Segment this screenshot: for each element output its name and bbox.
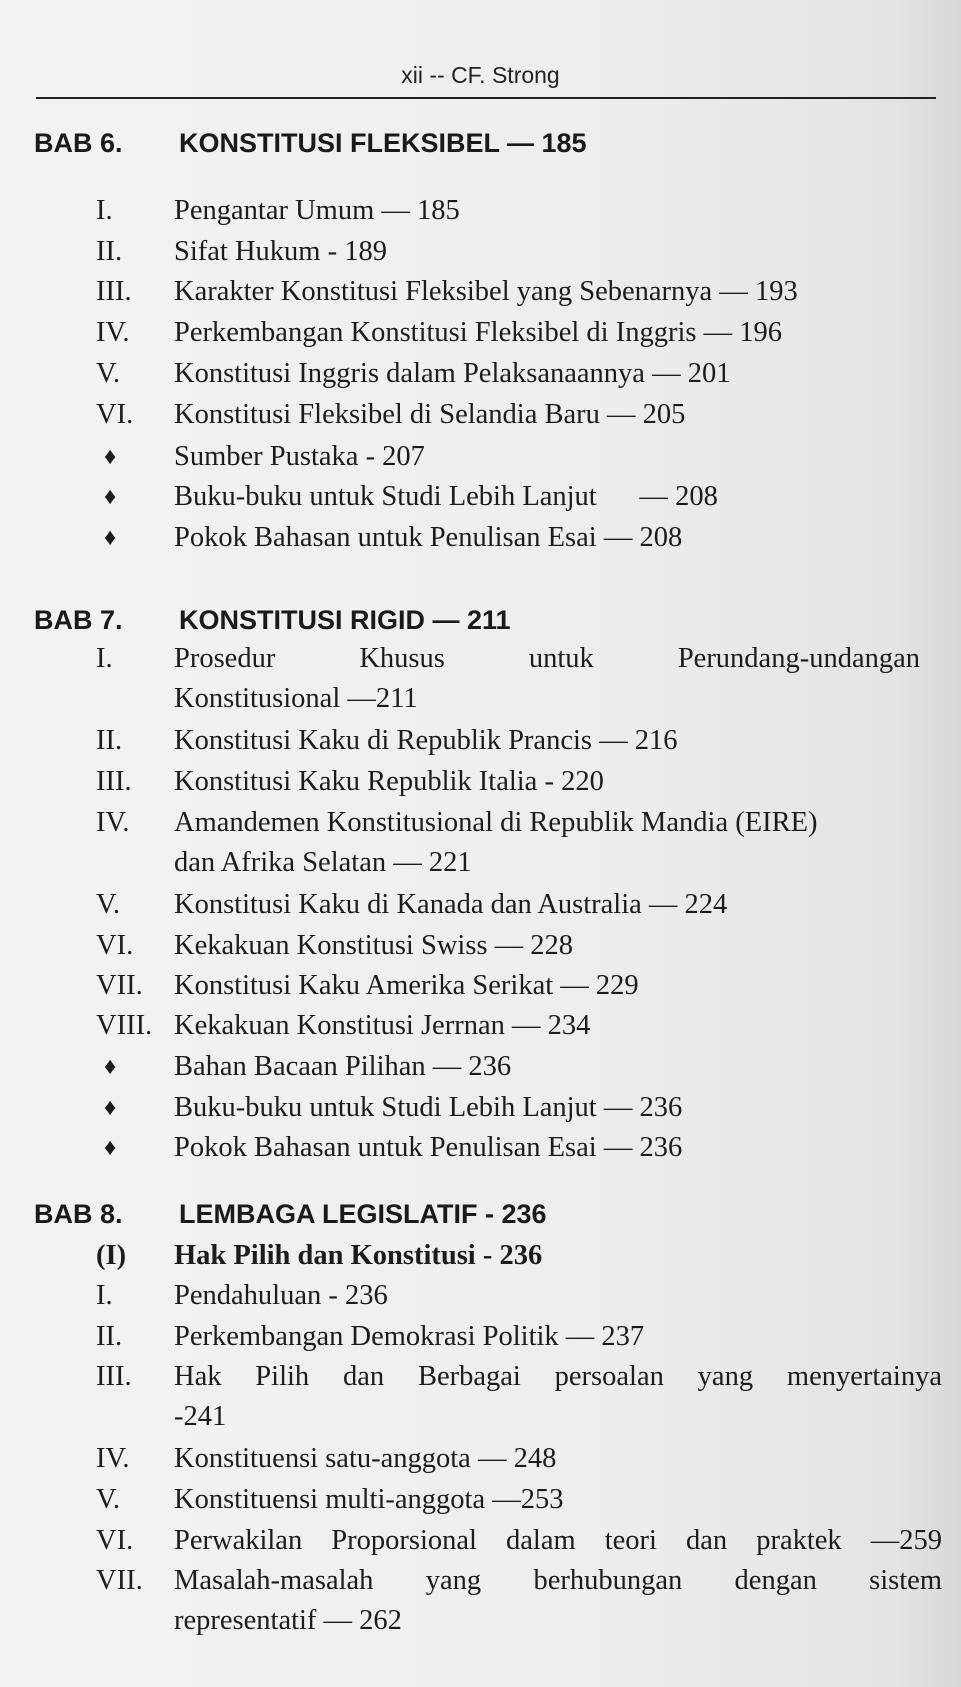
entry-text: Konstituensi multi-anggota —253	[174, 1484, 564, 1515]
entry-marker: V.	[96, 1484, 121, 1515]
entry-marker: III.	[96, 1361, 132, 1392]
entry-text: Konstitusi Kaku Republik Italia - 220	[174, 766, 604, 797]
entry-text: Buku-buku untuk Studi Lebih Lanjut — 208	[174, 481, 718, 512]
entry-text: Pokok Bahasan untuk Penulisan Esai — 208	[174, 522, 683, 553]
entry-text: Bahan Bacaan Pilihan — 236	[174, 1051, 512, 1082]
chapter-heading	[34, 1199, 547, 1230]
entry-continuation: representatif — 262	[174, 1605, 402, 1636]
diamond-bullet-icon: ♦	[104, 1054, 117, 1080]
entry-text: Pengantar Umum — 185	[174, 195, 460, 226]
entry-text: Perkembangan Konstitusi Fleksibel di Inggris — 196	[174, 317, 782, 348]
entry-continuation: Konstitusional —211	[174, 683, 418, 714]
chapter-number: BAB 7.	[34, 605, 123, 635]
entry-marker: (I)	[96, 1240, 127, 1271]
entry-text: Hak Pilih dan Berbagai persoalan yang menyertainya	[174, 1361, 942, 1392]
entry-text: Konstitusi Kaku Amerika Serikat — 229	[174, 970, 639, 1001]
entry-text: Kekakuan Konstitusi Jerrnan — 234	[174, 1010, 591, 1041]
entry-text: Konstitusi Kaku di Republik Prancis — 216	[174, 725, 678, 756]
entry-text: Amandemen Konstitusional di Republik Mandia (EIRE)	[174, 807, 818, 838]
entry-marker: I.	[96, 195, 113, 226]
entry-text: Konstitusi Kaku di Kanada dan Australia — 224	[174, 889, 728, 920]
diamond-bullet-icon: ♦	[104, 484, 117, 510]
entry-marker: IV.	[96, 1443, 130, 1474]
entry-marker: V.	[96, 358, 121, 389]
entry-marker: VII.	[96, 970, 143, 1001]
entry-marker: III.	[96, 766, 132, 797]
diamond-bullet-icon: ♦	[104, 1135, 117, 1161]
header-rule	[36, 97, 936, 99]
entry-text: Konstitusi Inggris dalam Pelaksanaannya — 201	[174, 358, 731, 389]
entry-marker: VI.	[96, 930, 134, 961]
entry-text: Buku-buku untuk Studi Lebih Lanjut — 236	[174, 1092, 683, 1123]
diamond-bullet-icon: ♦	[104, 525, 117, 551]
entry-text: Kekakuan Konstitusi Swiss — 228	[174, 930, 573, 961]
entry-text: Sifat Hukum - 189	[174, 236, 387, 267]
entry-marker: VII.	[96, 1565, 143, 1596]
chapter-title: LEMBAGA LEGISLATIF - 236	[179, 1199, 547, 1229]
entry-marker: VI.	[96, 399, 134, 430]
entry-marker: I.	[96, 643, 113, 674]
entry-text: Perkembangan Demokrasi Politik — 237	[174, 1321, 645, 1352]
entry-marker: I.	[96, 1280, 113, 1311]
entry-text: Masalah-masalah yang berhubungan dengan sistem	[174, 1565, 942, 1596]
entry-marker: II.	[96, 725, 123, 756]
entry-marker: II.	[96, 236, 123, 267]
diamond-bullet-icon: ♦	[104, 444, 117, 470]
running-head: xii -- CF. Strong	[401, 62, 560, 88]
entry-marker: VI.	[96, 1525, 134, 1556]
entry-marker: III.	[96, 276, 132, 307]
chapter-title: KONSTITUSI RIGID — 211	[179, 605, 511, 635]
chapter-number: BAB 8.	[34, 1199, 123, 1229]
diamond-bullet-icon: ♦	[104, 1095, 117, 1121]
entry-text: Pokok Bahasan untuk Penulisan Esai — 236	[174, 1132, 683, 1163]
chapter-heading	[34, 128, 587, 159]
entry-text: Prosedur Khusus untuk Perundang-undangan	[174, 643, 920, 674]
entry-text: Konstituensi satu-anggota — 248	[174, 1443, 557, 1474]
entry-marker: VIII.	[96, 1010, 153, 1041]
chapter-number: BAB 6.	[34, 128, 123, 158]
entry-text: Pendahuluan - 236	[174, 1280, 388, 1311]
chapter-title: KONSTITUSI FLEKSIBEL — 185	[179, 128, 587, 158]
entry-continuation: -241	[174, 1401, 227, 1432]
entry-text: Hak Pilih dan Konstitusi - 236	[174, 1240, 543, 1271]
entry-text: Karakter Konstitusi Fleksibel yang Sebenarnya — 193	[174, 276, 798, 307]
entry-text: Sumber Pustaka - 207	[174, 441, 425, 472]
entry-marker: V.	[96, 889, 121, 920]
chapter-heading	[34, 605, 511, 636]
entry-text: Perwakilan Proporsional dalam teori dan praktek —259	[174, 1525, 942, 1556]
entry-marker: IV.	[96, 807, 130, 838]
entry-marker: II.	[96, 1321, 123, 1352]
entry-continuation: dan Afrika Selatan — 221	[174, 847, 472, 878]
entry-marker: IV.	[96, 317, 130, 348]
entry-text: Konstitusi Fleksibel di Selandia Baru — 205	[174, 399, 686, 430]
